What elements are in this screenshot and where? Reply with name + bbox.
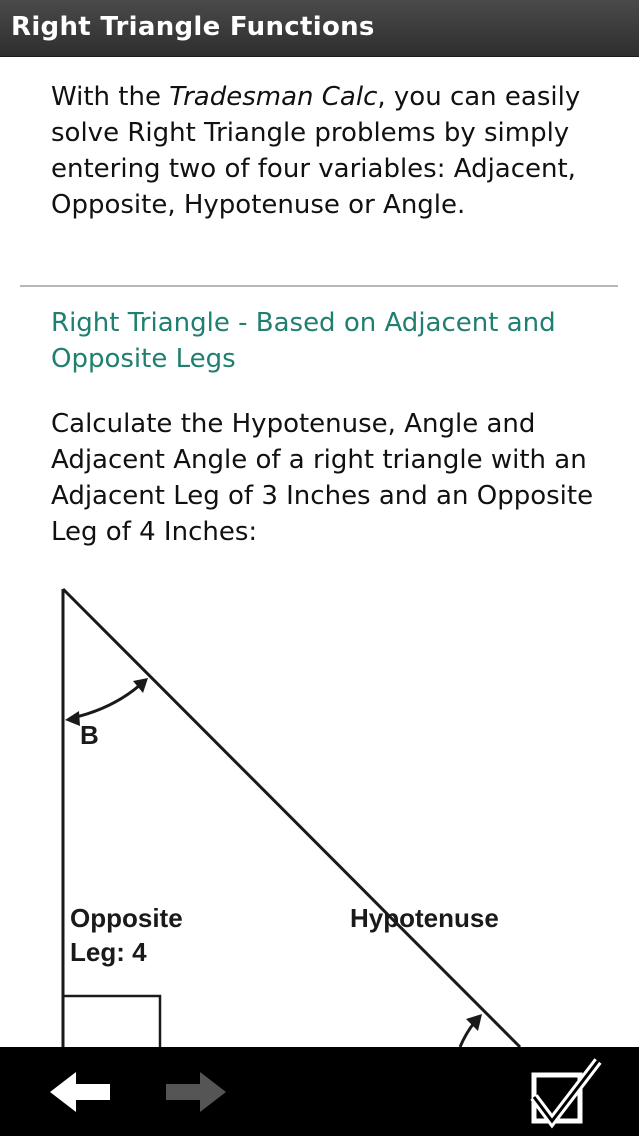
right-angle-marker <box>63 996 160 1047</box>
back-button[interactable] <box>46 1069 116 1115</box>
forward-button[interactable] <box>160 1069 230 1115</box>
title-bar <box>0 0 639 57</box>
opposite-label-line1: Opposite <box>70 903 183 933</box>
angle-b-label: B <box>80 720 99 750</box>
bottom-toolbar <box>0 1047 639 1136</box>
intro-suffix: , you can easily solve Right Triangle problems by simply entering two of four variables: Adjacent, Opposite, Hypotenuse or Angle. <box>51 82 581 220</box>
right-triangle-diagram <box>0 577 639 1047</box>
help-content[interactable] <box>0 57 639 1047</box>
hypotenuse-line <box>63 589 520 1047</box>
page-title: Right Triangle Functions <box>11 12 375 42</box>
arrow-left-icon <box>46 1069 116 1115</box>
hypotenuse-label: Hypotenuse <box>350 903 499 933</box>
angle-a-arc <box>460 1023 474 1047</box>
checkbox-check-icon <box>524 1057 604 1129</box>
section-divider <box>20 285 618 287</box>
section-description: Calculate the Hypotenuse, Angle and Adjacent Angle of a right triangle with an Adjacent Leg of 3 Inches and an Opposite Leg of 4 Inches: <box>51 409 594 547</box>
opposite-label-line2: Leg: 4 <box>70 937 147 967</box>
intro-prefix: With the <box>51 82 170 112</box>
arrow-right-icon <box>160 1069 230 1115</box>
section-heading: Right Triangle - Based on Adjacent and Opposite Legs <box>51 308 556 374</box>
app-name: Tradesman Calc <box>169 82 378 112</box>
angle-b-arc <box>72 685 140 718</box>
angle-b-arrowhead-bottom <box>65 711 80 726</box>
intro-paragraph <box>51 79 611 223</box>
done-button[interactable] <box>524 1057 604 1129</box>
